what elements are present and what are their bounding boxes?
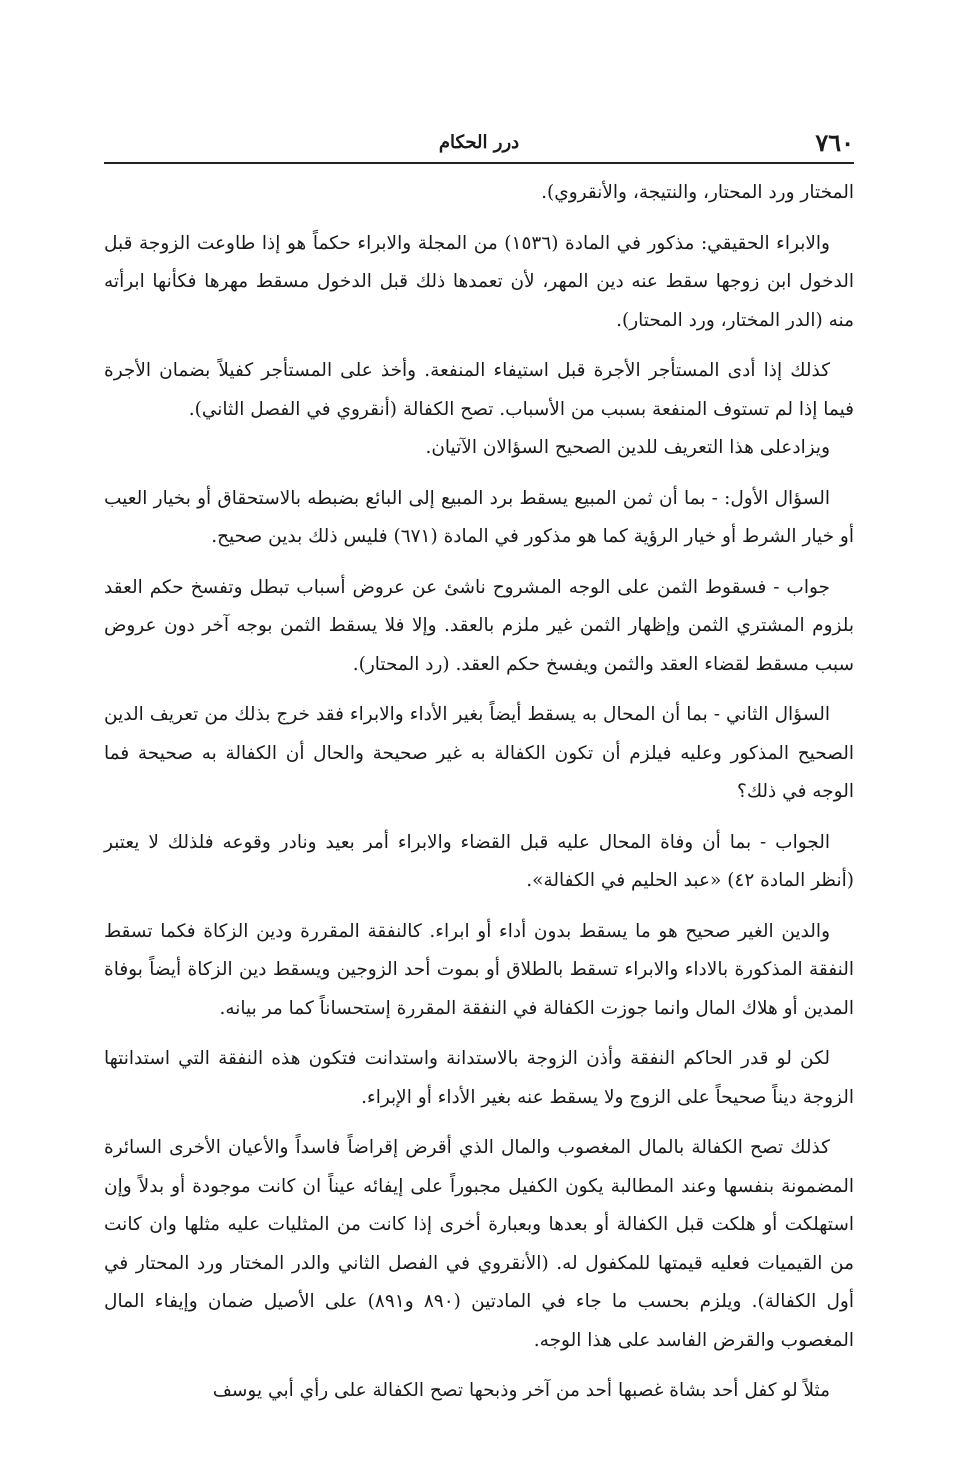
paragraph: المختار ورد المحتار، والنتيجة، والأنقروي).	[541, 182, 854, 203]
paragraph: والدين الغير صحيح هو ما يسقط بدون أداء أو ابراء. كالنفقة المقررة ودين الزكاة فكما تسقط النفقة المذكورة بالاداء والابراء تسقط بالطلاق أو بموت أحد الزوجين ويسقط دين الزكاة أيضاً بوفاة المدين أو هلاك المال وانما جوزت الكفالة في النفقة المقررة إستحساناً كما مر بيانه.	[104, 920, 854, 1019]
paragraph: ويزادعلى هذا التعريف للدين الصحيح السؤالان الآتيان.	[425, 437, 830, 458]
paragraph: مثلاً لو كفل أحد بشاة غصبها أحد من آخر وذبحها تصح الكفالة على رأي أبي يوسف	[212, 1380, 830, 1401]
paragraph: السؤال الأول: - بما أن ثمن المبيع يسقط برد المبيع إلى البائع بضبطه بالاستحقاق أو بخيار العيب أو خيار الشرط أو خيار الرؤية كما هو مذكور في المادة (٦٧١) فليس ذلك بدين صحيح.	[104, 487, 854, 547]
paragraph: كذلك تصح الكفالة بالمال المغصوب والمال الذي أقرض إقراضاً فاسداً والأعيان الأخرى السائرة المضمونة بنفسها وعند المطالبة يكون الكفيل مجبوراً على إيفائه عيناً ان كانت موجودة أو بدلاً وإن استهلكت أو هلكت قبل الكفالة أو بعدها وبعبارة أخرى إذا كانت من المثليات عليه مثلها وان كانت من القيميات فعليه قيمتها للمكفول له. (الأنقروي في الفصل الثاني والدر المختار ورد المحتار في أول الكفالة). ويلزم بحسب ما جاء في المادتين (٨٩٠ و٨٩١) على الأصيل ضمان وإيفاء المال المغصوب والقرض الفاسد على هذا الوجه.	[104, 1137, 854, 1351]
body-text	[104, 174, 854, 1423]
paragraph: السؤال الثاني - بما أن المحال به يسقط أيضاً بغير الأداء والابراء فقد خرج بذلك من تعريف الدين الصحيح المذكور وعليه فيلزم أن تكون الكفالة به غير صحيحة والحال أن الكفالة به صحيحة فما الوجه في ذلك؟	[104, 704, 854, 802]
page-number: ٧٦٠	[815, 128, 854, 157]
running-title: درر الحكام	[438, 132, 520, 153]
paragraph: كذلك إذا أدى المستأجر الأجرة قبل استيفاء المنفعة. وأخذ على المستأجر كفيلاً بضمان الأجرة فيما إذا لم تستوف المنفعة بسبب من الأسباب. تصح الكفالة (أنقروي في الفصل الثاني).	[104, 360, 854, 420]
paragraph: الجواب - بما أن وفاة المحال عليه قبل القضاء والابراء أمر بعيد ونادر وقوعه فلذلك لا يعتبر (أنظر المادة ٤٢) «عبد الحليم في الكفالة».	[104, 831, 854, 891]
paragraph: لكن لو قدر الحاكم النفقة وأذن الزوجة بالاستدانة واستدانت فتكون هذه النفقة التي استدانتها الزوجة ديناً صحيحاً على الزوج ولا يسقط عنه بغير الأداء أو الإبراء.	[104, 1048, 854, 1108]
page-header	[104, 128, 854, 164]
paragraph: جواب - فسقوط الثمن على الوجه المشروح ناشئ عن عروض أسباب تبطل وتفسخ حكم العقد بلزوم المشتري الثمن وإظهار الثمن غير ملزم بالعقد. وإلا فلا يسقط الثمن بوجه آخر دون عروض سبب مسقط لقضاء العقد والثمن ويفسخ حكم العقد. (رد المحتار).	[104, 576, 854, 675]
paragraph: والابراء الحقيقي: مذكور في المادة (١٥٣٦) من المجلة والابراء حكماً هو إذا طاوعت الزوجة قبل الدخول ابن زوجها سقط عنه دين المهر، لأن تعمدها ذلك قبل الدخول مسقط مهرها فكأنها ابرأته منه (الدر المختار، ورد المحتار).	[104, 232, 854, 331]
